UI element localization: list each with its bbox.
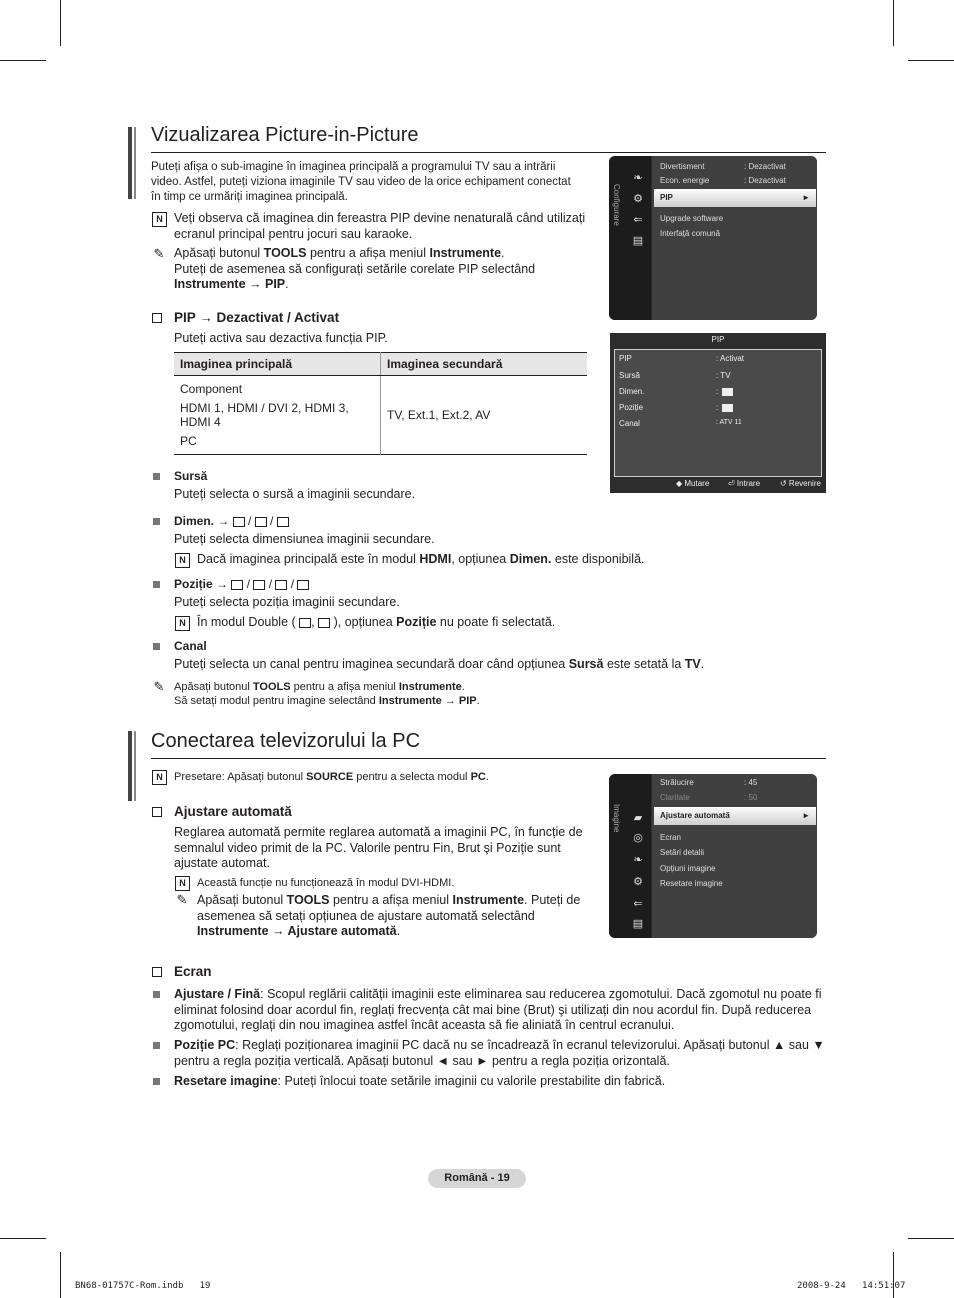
osd-row-value: : [716,403,719,412]
ecran-bullet-2: Poziție PC: Reglați poziționarea imaginii PC dacă nu se încadrează în ecranul televizorului. Apăsați butonul ▲ sau ▼ pentru a regla poziția verticală. Apăsați butonul ◄ sau ► pentru a regla poziția orizontală. [174,1038,825,1068]
footer-date: 2008-9-24 14:51:07 [797,1281,906,1291]
preset-note: Presetare: Apăsați butonul SOURCE pentru a selecta modul PC. [174,771,489,783]
osd-selected-label: PIP [660,193,673,202]
size-small-icon [233,517,245,527]
pip-table [174,352,587,455]
osd-side-label: Imagine [612,804,621,833]
gear-icon: ⚙ [633,876,643,888]
title-rule [151,758,826,759]
bullet [153,581,160,588]
main-item: Component [180,382,243,396]
osd-row-label: Dimen. [619,387,645,396]
pip-heading: PIP → Dezactivat / Activat [174,310,340,325]
osd-footer-move: ◆ Mutare [676,479,710,488]
gear-icon: ⚙ [633,193,643,205]
osd-row-label: Claritate [660,793,690,802]
table-header: Imaginea secundară [381,353,588,376]
section-title: Conectarea televizorului la PC [151,730,421,752]
crop-mark [908,60,954,61]
table-header: Imaginea principală [174,353,381,376]
osd-row-value: : 45 [744,778,758,787]
osd-row-value: : [716,387,719,396]
note-icon: N [175,876,190,891]
title-accent [128,127,132,199]
osd-pip-panel [614,349,822,477]
osd-row-value: : ATV 11 [716,419,742,426]
tools-icon: ✎ [153,246,165,261]
bullet [153,991,160,998]
osd-selected-label: Ajustare automată [660,811,730,820]
crop-mark [60,1252,61,1298]
size-large-icon [255,517,267,527]
title-rule [151,152,826,153]
section-title: Vizualizarea Picture-in-Picture [151,124,419,146]
title-accent [134,731,136,801]
bullet [153,1042,160,1049]
app-icon: ▤ [632,918,644,930]
osd-item[interactable]: Interfață comună [660,229,721,238]
size-double-icon [277,517,289,527]
osd-row-label: Divertisment [660,162,705,171]
sursa-desc: Puteți selecta o sursă a imaginii secundare. [174,487,416,501]
dimen-title: Dimen. → / / [174,514,289,530]
crop-mark [60,0,61,46]
table-cell: TV, Ext.1, Ext.2, AV [387,408,491,422]
osd-menu-configurare [609,156,817,320]
app-icon: ▤ [632,235,644,247]
ecran-bullet-1: Ajustare / Fină: Scopul reglării calității imaginii este eliminarea sau reducerea zgomotului. Dacă zgomotul nu poate fi eliminat folosind doar acordul fin, reglați frecvența cât mai bine (Brut) şi utilizați din nou acordul fin. După reducerea zgomotului, reglați din nou imaginea astfel încât aceasta să fie aliniată în centrul ecranului. [174,987,822,1032]
rabbit-icon: ❧ [633,854,643,866]
pos-icon [253,580,265,590]
osd-pip-title: PIP [711,335,725,344]
title-accent [128,731,132,801]
input-icon: ⇐ [633,898,643,910]
crop-mark [893,1252,894,1298]
tools-icon: ✎ [153,679,165,694]
osd-row-label: PIP [619,354,632,363]
size-icon [722,388,733,396]
osd-menu-imagine [609,774,817,938]
note-text: Veți observa că imaginea din fereastra PIP devine nenaturală când utilizați ecranul principal pentru jocuri sau karaoke. [174,211,586,241]
position-icon [722,404,733,412]
checkbox-icon [152,313,162,323]
osd-selected-item[interactable] [654,189,816,207]
osd-row-label: Econ. energie [660,176,710,185]
pozitie-note: În modul Double ( , ), opțiunea Poziție nu poate fi selectată. [197,615,556,629]
pos-icon [231,580,243,590]
osd-row-value: : Dezactivat [744,176,786,185]
checkbox-icon [152,967,162,977]
crop-mark [893,0,894,46]
main-item: PC [180,434,197,448]
bullet [153,643,160,650]
osd-row-label: Sursă [619,371,640,380]
osd-row-label: Canal [619,419,640,428]
crop-mark [0,1238,46,1239]
osd-footer-return: ↺ Revenire [780,479,821,488]
picture-icon: ▰ [633,812,643,824]
title-accent [134,127,136,199]
canal-title: Canal [174,639,207,653]
tools-text: Apăsați butonul TOOLS pentru a afișa meniul Instrumente. Puteți de asemenea să configurați setările corelate PIP selectând Instrumente → PIP. [174,246,536,291]
osd-row-label: Strălucire [660,778,694,787]
pozitie-title: Poziție → / / / [174,577,309,593]
intro-text: Puteți afișa o sub-imagine în imaginea principală a programului TV sau a intrării video. Astfel, puteți viziona imaginile TV sau video de la orice echipament conectat în timp ce urmăriți imaginea principală. [151,161,571,203]
auto-note: Această funcție nu funcționează în modul DVI-HDMI. [197,877,455,889]
osd-footer-enter: ⏎ Intrare [728,479,761,488]
arrow-right-icon: ► [802,811,810,820]
osd-row-value: : Activat [716,354,745,363]
note-icon: N [152,212,167,227]
page-number: Română - 19 [428,1169,526,1188]
canal-desc: Puteți selecta un canal pentru imaginea secundară doar când opțiunea Sursă este setată la TV. [174,657,705,671]
dimen-note: Dacă imaginea principală este în modul HDMI, opțiunea Dimen. este disponibilă. [197,552,645,566]
note-icon: N [152,770,167,785]
osd-item[interactable]: Opțiuni imagine [660,864,716,873]
pip-desc: Puteți activa sau dezactiva funcția PIP. [174,331,388,345]
dimen-desc: Puteți selecta dimensiunea imaginii secundare. [174,532,435,546]
footer-file: BN68-01757C-Rom.indb 19 [75,1281,211,1291]
osd-item[interactable]: Ecran [660,833,681,842]
osd-side-label: Configurare [612,184,621,226]
main-item: HDMI 1, HDMI / DVI 2, HDMI 3, HDMI 4 [180,401,349,429]
osd-pip-window [610,333,826,493]
osd-item[interactable]: Resetare imagine [660,879,723,888]
ecran-bullet-3: Resetare imagine: Puteți înlocui toate setările imaginii cu valorile prestabilite din fabrică. [174,1074,666,1088]
arrow-right-icon: ► [802,193,810,202]
rabbit-icon: ❧ [633,172,643,184]
auto-desc: Reglarea automată permite reglarea automată a imaginii PC, în funcție de semnalul video primit de la PC. Valorile pentru Fin, Brut şi Poziție sunt ajustate automat. [174,825,583,870]
auto-tools: Apăsați butonul TOOLS pentru a afișa meniul Instrumente. Puteți de asemenea să setați opțiunea de ajustare automată selectând Instrumente → Ajustare automată. [197,893,581,938]
pozitie-desc: Puteți selecta poziția imaginii secundare. [174,595,400,609]
auto-heading: Ajustare automată [174,804,292,819]
osd-item[interactable]: Upgrade software [660,214,724,223]
bullet [153,518,160,525]
table-cell [174,376,381,455]
double-icon [318,618,330,628]
ecran-heading: Ecran [174,964,212,979]
osd-row-value: : 50 [744,793,758,802]
bullet [153,473,160,480]
crop-mark [908,1238,954,1239]
tools-text: Apăsați butonul TOOLS pentru a afișa meniul Instrumente. Să setați modul pentru imagine selectând Instrumente → PIP. [174,681,480,707]
crop-mark [0,60,46,61]
double-icon [299,618,311,628]
sursa-title: Sursă [174,469,208,483]
input-icon: ⇐ [633,214,643,226]
osd-row-label: Poziție [619,403,644,412]
tools-icon: ✎ [176,892,188,907]
osd-row-value: : Dezactivat [744,162,786,171]
checkbox-icon [152,807,162,817]
osd-row-value: : TV [716,371,731,380]
sound-icon: ◎ [633,832,643,844]
pos-icon [275,580,287,590]
osd-selected-item[interactable] [654,807,816,825]
note-icon: N [175,553,190,568]
bullet [153,1078,160,1085]
pos-icon [297,580,309,590]
osd-item[interactable]: Setări detalii [660,848,705,857]
note-icon: N [175,616,190,631]
